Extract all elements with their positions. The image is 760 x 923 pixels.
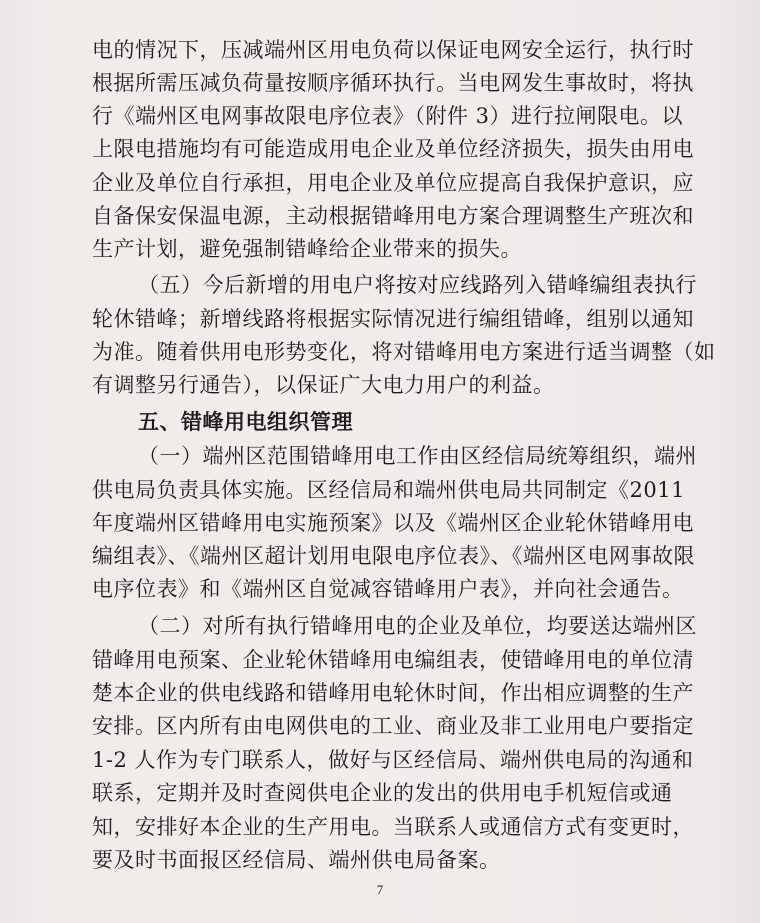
text-line: 为准。随着供用电形势变化，将对错峰用电方案进行适当调整（如 (92, 340, 716, 364)
text-line: 生产计划，避免强制错峰给企业带来的损失。 (92, 237, 522, 261)
paragraph-start-line: （一）端州区范围错峰用电工作由区经信局统筹组织，端州 (138, 444, 697, 468)
paragraph-start-line: （二）对所有执行错峰用电的企业及单位，均要送达端州区 (138, 614, 697, 638)
text-line: 年度端州区错峰用电实施预案》以及《端州区企业轮休错峰用电 (92, 511, 694, 535)
text-line: 安排。区内所有由电网供电的工业、商业及非工业用电户要指定 (92, 714, 694, 738)
text-line: 电的情况下，压减端州区用电负荷以保证电网安全运行，执行时 (92, 38, 694, 62)
text-line: 要及时书面报区经信局、端州供电局备案。 (92, 848, 501, 872)
paragraph-start-line: （五）今后新增的用电户将按对应线路列入错峰编组表执行 (138, 273, 697, 297)
text-line: 行《端州区电网事故限电序位表》（附件 3）进行拉闸限电。以 (92, 104, 684, 128)
text-line: 供电局负责具体实施。区经信局和端州供电局共同制定《2011 (92, 478, 685, 502)
text-line: 知，安排好本企业的生产用电。当联系人或通信方式有变更时， (92, 815, 694, 839)
text-line: 1-2 人作为专门联系人，做好与区经信局、端州供电局的沟通和 (92, 748, 694, 772)
text-line: 楚本企业的供电线路和错峰用电轮休时间，作出相应调整的生产 (92, 681, 694, 705)
text-line: 轮休错峰；新增线路将根据实际情况进行编组错峰，组别以通知 (92, 307, 694, 331)
text-line: 联系，定期并及时查阅供电企业的发出的供用电手机短信或通 (92, 781, 673, 805)
section-heading: 五、错峰用电组织管理 (138, 409, 353, 434)
text-line: 自备保安保温电源，主动根据错峰用电方案合理调整生产班次和 (92, 204, 694, 228)
text-line: 编组表》、《端州区超计划用电限电序位表》、《端州区电网事故限 (92, 544, 695, 568)
text-line: 企业及单位自行承担，用电企业及单位应提高自我保护意识，应 (92, 171, 694, 195)
page-number: 7 (376, 882, 384, 897)
text-line: 电序位表》和《端州区自觉减容错峰用户表》，并向社会通告。 (92, 577, 684, 601)
text-line: 根据所需压减负荷量按顺序循环执行。当电网发生事故时，将执 (92, 71, 694, 95)
text-line: 有调整另行通告），以保证广大电力用户的利益。 (92, 373, 555, 397)
text-line: 上限电措施均有可能造成用电企业及单位经济损失，损失由用电 (92, 137, 694, 161)
text-line: 错峰用电预案、企业轮休错峰用电编组表，使错峰用电的单位清 (92, 648, 694, 672)
